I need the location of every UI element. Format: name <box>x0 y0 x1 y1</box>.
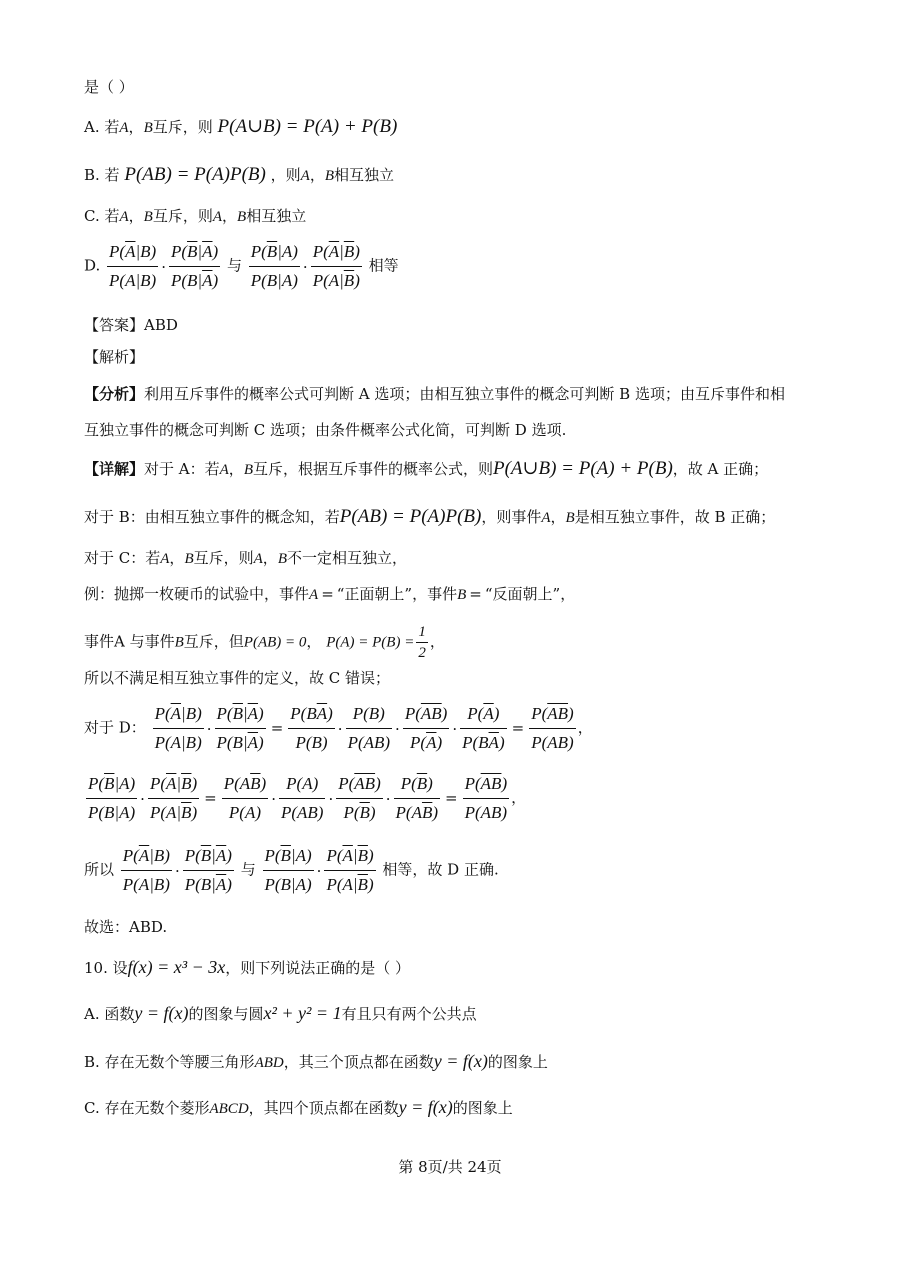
detail-c <box>84 547 407 570</box>
var-abcd: ABCD <box>209 1101 249 1117</box>
text: 与 <box>240 860 256 879</box>
fraction: $\frac{P(\overline{A}|B)}{P(A|B)}$ <box>107 238 158 295</box>
denominator: 2 <box>418 645 426 661</box>
var-a: A <box>253 551 263 567</box>
text: 相互独立 <box>246 207 307 225</box>
text: 的图象上 <box>452 1099 513 1117</box>
var-a: A <box>119 209 129 225</box>
text: 所以不满足相互独立事件的定义，故 C 错误； <box>84 669 391 687</box>
text: ，则下列说法正确的是（ ） <box>225 959 411 977</box>
text: 不一定相互独立， <box>286 549 407 567</box>
text: C. 若 <box>84 207 120 225</box>
var-b: B <box>143 209 153 225</box>
text: “反面朝上”， <box>484 585 576 603</box>
text: 互斥，但 <box>183 632 244 651</box>
formula: P(A) = P(B) = <box>326 634 415 651</box>
formula: x² + y² = 1 <box>263 1003 342 1023</box>
var-b: B <box>277 551 287 567</box>
label: 【详解】 <box>84 460 145 478</box>
option-a <box>84 116 397 139</box>
fraction: $\frac{P(A\overline{B})}{P(A)}$ <box>222 770 269 827</box>
var-a: A <box>300 168 310 184</box>
not-independent-line <box>84 667 390 689</box>
choose-line <box>84 916 167 938</box>
fraction: $\frac{P(\overline{AB})}{P(AB)}$ <box>529 700 576 757</box>
option-d: D. $\frac{P(\overline{A}|B)}{P(A|B)}$ · $\frac{P(\overline{B}|\overline{A})}{P(B|\overline{A})}$ 与 $\frac{P(\overline{B}|A)}{P(B|A)}$ · $\frac{P(\overline{A}|\overline{B})}{P(A|\overline{B})}$ 相等 <box>84 238 399 295</box>
text: ， <box>169 549 185 567</box>
question-10 <box>84 956 410 979</box>
fraction: $\frac{P(\overline{B}|\overline{A})}{P(B|\overline{A})}$ <box>183 842 234 899</box>
text: 互斥，则 <box>193 549 254 567</box>
fraction: $\frac{P(\overline{A}|\overline{B})}{P(A|\overline{B})}$ <box>148 770 199 827</box>
text: 相等 <box>368 256 399 275</box>
text: 是相互独立事件，故 B 正确； <box>574 508 776 526</box>
text: ， <box>550 508 566 526</box>
formula: y = f(x) <box>398 1097 453 1117</box>
text: ，故 A 正确； <box>672 460 769 478</box>
text: ， <box>306 632 322 651</box>
text: 故选：ABD. <box>84 918 168 936</box>
q10-option-a <box>84 1002 477 1025</box>
fraction: $\frac{P(\overline{B}|A)}{P(B|A)}$ <box>249 238 300 295</box>
q10-option-b <box>84 1050 548 1074</box>
var-abd: ABD <box>254 1055 284 1071</box>
text: B. 若 <box>84 166 120 184</box>
text: 互斥，则 <box>152 118 213 136</box>
formula: P(AB) = P(A)P(B) <box>339 506 482 527</box>
text: 10. 设 <box>84 959 128 977</box>
text: ， <box>262 549 278 567</box>
fraction: $\frac{P(\overline{A})}{P(B\overline{A})}$ <box>460 700 507 757</box>
text: 利用互斥事件的概率公式可判断 A 选项；由相互独立事件的概念可判断 B 选项；由互斥事件和相 <box>144 385 785 403</box>
var-b: B <box>457 587 467 603</box>
fraction: $\frac{P(\overline{AB})}{P(\overline{B})}$ <box>336 770 383 827</box>
option-c <box>84 205 306 228</box>
text: 的图象上 <box>487 1053 548 1071</box>
fraction-half <box>416 622 428 663</box>
fraction: $\frac{P(\overline{A}|B)}{P(A|B)}$ <box>153 700 204 757</box>
analysis-line-1 <box>84 383 785 405</box>
text: A. 函数 <box>84 1005 135 1023</box>
label: 【分析】 <box>84 385 145 403</box>
event-line: 事件A 与事件B互斥，但P(AB) = 0， P(A) = P(B) = $\frac{1}{2}$ ， <box>84 624 445 661</box>
fraction: $\frac{P(B)}{P(AB)}$ <box>346 700 392 757</box>
detail-a <box>84 458 768 481</box>
var-a: A <box>309 587 319 603</box>
text: ， <box>128 207 144 225</box>
example-line: 例：抛掷一枚硬币的试验中，事件A = “正面朝上”，事件B = “反面朝上”， <box>84 585 576 603</box>
var-a: A <box>160 551 170 567</box>
fraction: $\frac{P(\overline{A}|\overline{B})}{P(A|\overline{B})}$ <box>311 238 362 295</box>
text: 相等，故 D 正确. <box>382 860 499 879</box>
formula: P(A∪B) = P(A) + P(B) <box>217 116 398 137</box>
answer-line <box>84 314 178 336</box>
text: 有且只有两个公共点 <box>341 1005 477 1023</box>
text: 事件A 与事件 <box>84 632 175 651</box>
var-b: B <box>565 510 575 526</box>
formula: P(AB) = 0 <box>243 634 307 651</box>
text: 【解析】 <box>84 348 145 366</box>
fraction: $\frac{P(\overline{AB})}{P(\overline{A})}$ <box>403 700 450 757</box>
fraction: $\frac{P(\overline{B})}{P(A\overline{B})}$ <box>394 770 441 827</box>
detail-d-line-2: $\frac{P(\overline{B}|A)}{P(B|A)}$ · $\frac{P(\overline{A}|\overline{B})}{P(A|\overline{B})}$ = $\frac{P(A\overline{B})}{P(A)}$ · $\frac{P(A)}{P(AB)}$ · $\frac{P(\overline{AB})}{P(\overline{B})}$ · $\frac{P(\overline{B})}{P(A\overline{B})}$ = $\frac{P(\overline{AB})}{P(AB)}$ ， <box>84 770 526 827</box>
text: 互斥，根据互斥事件的概率公式，则 <box>252 460 493 478</box>
text: ，则事件 <box>481 508 542 526</box>
var-b: B <box>243 462 253 478</box>
var-b: B <box>237 209 247 225</box>
var-b: B <box>174 634 184 651</box>
formula: f(x) = x³ − 3x <box>127 957 226 977</box>
fraction: $\frac{P(B\overline{A})}{P(B)}$ <box>288 700 335 757</box>
q10-option-c <box>84 1096 513 1120</box>
text: 相互独立 <box>334 166 395 184</box>
fraction: $\frac{P(\overline{B}|\overline{A})}{P(B|\overline{A})}$ <box>169 238 220 295</box>
text: 与 <box>226 256 242 275</box>
analysis-line-2 <box>84 419 566 441</box>
var-b: B <box>324 168 335 184</box>
var-b: B <box>143 120 153 136</box>
text: A. 若 <box>84 118 120 136</box>
analysis-label <box>84 346 144 368</box>
text: 例：抛掷一枚硬币的试验中，事件 <box>84 585 310 603</box>
text: ， <box>222 207 238 225</box>
text: D. <box>84 256 101 275</box>
fraction: $\frac{P(\overline{B}|A)}{P(B|A)}$ <box>86 770 137 827</box>
text: 对于 B：由相互独立事件的概念知，若 <box>84 508 340 526</box>
var-a: A <box>541 510 551 526</box>
text: ，其四个顶点都在函数 <box>248 1099 399 1117</box>
fraction: $\frac{P(A)}{P(AB)}$ <box>279 770 325 827</box>
fraction: $\frac{P(\overline{AB})}{P(AB)}$ <box>463 770 510 827</box>
formula: P(AB) = P(A)P(B) <box>124 164 266 185</box>
numerator: 1 <box>416 622 428 643</box>
formula: y = f(x) <box>134 1003 189 1023</box>
var-a: A <box>212 209 223 225</box>
text: ， <box>228 460 244 478</box>
question-continuation <box>84 76 134 98</box>
option-b <box>84 164 394 187</box>
text: 是（ ） <box>84 78 134 96</box>
detail-d-line-1: 对于 D： $\frac{P(\overline{A}|B)}{P(A|B)}$ · $\frac{P(\overline{B}|\overline{A})}{P(B|\overline{A})}$ = $\frac{P(B\overline{A})}{P(B)}$ · $\frac{P(B)}{P(AB)}$ · $\frac{P(\overline{AB})}{P(\overline{A})}$ · $\frac{P(\overline{A})}{P(B\overline{A})}$ = $\frac{P(\overline{AB})}{P(AB)}$ ， <box>84 700 593 757</box>
fraction: $\frac{P(\overline{A}|B)}{P(A|B)}$ <box>121 842 172 899</box>
text: ，则 <box>270 166 301 184</box>
text: 对于 A：若 <box>144 460 220 478</box>
page-footer: 第 8页/共 24页 <box>398 1158 502 1176</box>
text: 对于 D： <box>84 718 146 737</box>
text: ， <box>128 118 144 136</box>
fraction: $\frac{P(\overline{B}|A)}{P(B|A)}$ <box>263 842 314 899</box>
answer: 【答案】ABD <box>84 316 178 334</box>
text: “正面朝上”，事件 <box>336 585 458 603</box>
text: ， <box>309 166 325 184</box>
formula: P(A∪B) = P(A) + P(B) <box>493 458 673 479</box>
text: 对于 C：若 <box>84 549 161 567</box>
text: ，其三个顶点都在函数 <box>283 1053 434 1071</box>
detail-b <box>84 506 775 529</box>
var-a: A <box>119 120 129 136</box>
var-b: B <box>184 551 194 567</box>
text: 的图象与圆 <box>188 1005 264 1023</box>
var-a: A <box>219 462 229 478</box>
detail-d-conclusion: 所以 $\frac{P(\overline{A}|B)}{P(A|B)}$ · $\frac{P(\overline{B}|\overline{A})}{P(B|\overline{A})}$ 与 $\frac{P(\overline{B}|A)}{P(B|A)}$ · $\frac{P(\overline{A}|\overline{B})}{P(A|\overline{B})}$ 相等，故 D 正确. <box>84 842 499 899</box>
text: C. 存在无数个菱形 <box>84 1099 210 1117</box>
fraction: $\frac{P(\overline{B}|\overline{A})}{P(B|\overline{A})}$ <box>215 700 266 757</box>
text: 互斥，则 <box>152 207 213 225</box>
fraction: $\frac{P(\overline{A}|\overline{B})}{P(A|\overline{B})}$ <box>324 842 375 899</box>
text: B. 存在无数个等腰三角形 <box>84 1053 255 1071</box>
text: 所以 <box>84 860 115 879</box>
text: 互独立事件的概念可判断 C 选项；由条件概率公式化简，可判断 D 选项. <box>84 421 567 439</box>
formula: y = f(x) <box>433 1051 488 1071</box>
